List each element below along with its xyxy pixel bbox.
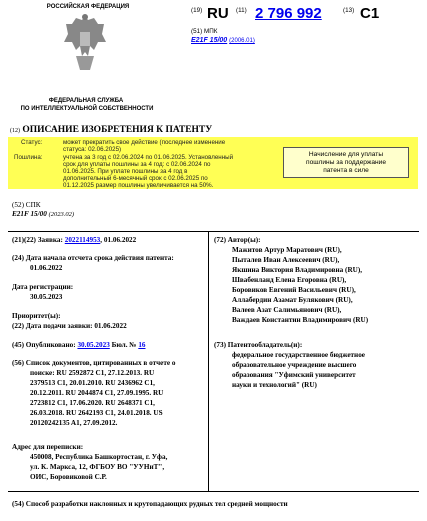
registration-label: Дата регистрации: — [12, 283, 74, 291]
author-item: Валеев Азат Салимьянович (RU), — [232, 306, 342, 314]
fee-calculation-button[interactable] — [283, 147, 409, 178]
fees-line: 01.12.2025 размер пошлины увеличивается на 50%. — [63, 182, 214, 189]
document-title — [10, 125, 212, 135]
author-item: Якшина Виктория Владимировна (RU), — [232, 266, 363, 274]
title-code: (12) — [10, 128, 20, 134]
cited-docs-line: 26.03.2018. RU 2642193 C1, 24.01.2018. US — [30, 409, 163, 417]
authors-label: (72) Автор(ы): — [214, 236, 261, 244]
owner-line: образования "Уфимский университет — [232, 371, 356, 379]
fees-line: срок для уплаты пошлины за 4 год: с 02.06.2024 по — [63, 161, 211, 168]
fees-line: 01.06.2025. При уплате пошлины за 4 год в — [63, 168, 188, 175]
agency-line-1: ФЕДЕРАЛЬНАЯ СЛУЖБА — [48, 98, 124, 104]
fees-label: Пошлина: — [14, 154, 43, 161]
fees-line: дополнительный 6-месячный срок с 02.06.2025 по — [63, 175, 208, 182]
correspondence-line: ул. К. Маркса, 12, ФГБОУ ВО "УУНиТ", — [30, 463, 165, 471]
bulletin-number-link[interactable]: 16 — [138, 341, 146, 349]
cited-docs-line: 20.12.2011. RU 2044874 C1, 27.09.1995. RU — [30, 389, 164, 397]
country-code: RU — [207, 5, 229, 22]
correspondence-label: Адрес для переписки: — [12, 443, 84, 451]
cited-docs-line: 2723812 C1, 17.06.2020. RU 2648371 C1, — [30, 399, 155, 407]
author-item: Важдаев Константин Владимирович (RU) — [232, 316, 369, 324]
publication-label: (45) Опубликовано: — [12, 341, 76, 349]
spk-label: (52) СПК — [12, 201, 41, 209]
cited-docs-line: поиске: RU 2592872 C1, 27.12.2013. RU — [30, 369, 155, 377]
table-bottom-border — [8, 491, 419, 492]
bulletin-label: Бюл. № — [111, 341, 137, 349]
code-11: (11) — [236, 7, 247, 14]
patent-number-link[interactable]: 2 796 992 — [255, 5, 322, 22]
application-label: (21)(22) Заявка: — [12, 236, 63, 244]
country-name: РОССИЙСКАЯ ФЕДЕРАЦИЯ — [46, 4, 130, 10]
column-divider — [208, 231, 209, 491]
publication-field — [12, 341, 146, 350]
invention-title: (54) Способ разработки наклонных и крутопадающих рудных тел средней мощности — [12, 500, 288, 508]
button-line: пошлины за поддержание — [306, 159, 386, 167]
table-top-border — [8, 231, 419, 232]
filing-date-label: (22) Дата подачи заявки: 01.06.2022 — [12, 322, 127, 330]
correspondence-line: ОИС, Боровиковой С.Р. — [30, 473, 107, 481]
application-date: , 01.06.2022 — [100, 236, 137, 244]
fees-line: учтена за 3 год с 02.06.2024 по 01.06.2025. Установленный — [63, 154, 234, 161]
mpk-class-link[interactable]: E21F 15/00 — [191, 37, 228, 44]
term-start-label: (24) Дата начала отсчета срока действия патента: — [12, 254, 174, 262]
priority-label: Приоритет(ы): — [12, 312, 61, 320]
application-field — [12, 236, 136, 245]
title-text: ОПИСАНИЕ ИЗОБРЕТЕНИЯ К ПАТЕНТУ — [22, 125, 213, 135]
publication-date-link[interactable]: 30.05.2023 — [77, 341, 110, 349]
owner-line: науки и технологий" (RU) — [232, 381, 317, 389]
application-number-link[interactable]: 2022114953 — [64, 236, 101, 244]
code-19: (19) — [191, 7, 203, 14]
cited-docs-label: (56) Список документов, цитированных в отчете о — [12, 359, 176, 367]
cited-docs-line: 2379513 C1, 20.01.2010. RU 2436962 C1, — [30, 379, 155, 387]
cited-docs-line: 20120242135 A1, 27.09.2012. — [30, 419, 118, 427]
status-text-1: может прекратить свое действие (последнее изменение — [63, 139, 226, 146]
spk-date: (2023.02) — [48, 211, 75, 218]
author-item: Аллабердин Азамат Булякович (RU), — [232, 296, 353, 304]
mpk-label: (51) МПК — [191, 28, 218, 35]
owner-line: образовательное учреждение высшего — [232, 361, 357, 369]
owner-line: федеральное государственное бюджетное — [232, 351, 365, 359]
kind-code: C1 — [360, 5, 380, 22]
author-item: Швабенланд Елена Егоровна (RU), — [232, 276, 347, 284]
mpk-date: (2006.01) — [229, 38, 255, 44]
agency-line-2: ПО ИНТЕЛЛЕКТУАЛЬНОЙ СОБСТВЕННОСТИ — [20, 106, 154, 112]
author-item: Мажитов Артур Маратович (RU), — [232, 246, 342, 254]
registration-date: 30.05.2023 — [30, 293, 63, 301]
owner-label: (73) Патентообладатель(и): — [214, 341, 303, 349]
spk-class: E21F 15/00 — [12, 210, 47, 218]
correspondence-line: 450008, Республика Башкортостан, г. Уфа, — [30, 453, 168, 461]
author-item: Пыталев Иван Алексеевич (RU), — [232, 256, 340, 264]
author-item: Боровиков Евгений Васильевич (RU), — [232, 286, 356, 294]
button-line: патента в силе — [323, 167, 369, 175]
button-line: Начисление для уплаты — [308, 151, 384, 158]
term-start-date: 01.06.2022 — [30, 264, 63, 272]
status-text-2: статуса: 02.06.2025) — [63, 146, 122, 153]
coat-of-arms-emblem — [64, 12, 106, 74]
code-13: (13) — [343, 7, 355, 14]
status-label: Статус: — [21, 139, 43, 146]
